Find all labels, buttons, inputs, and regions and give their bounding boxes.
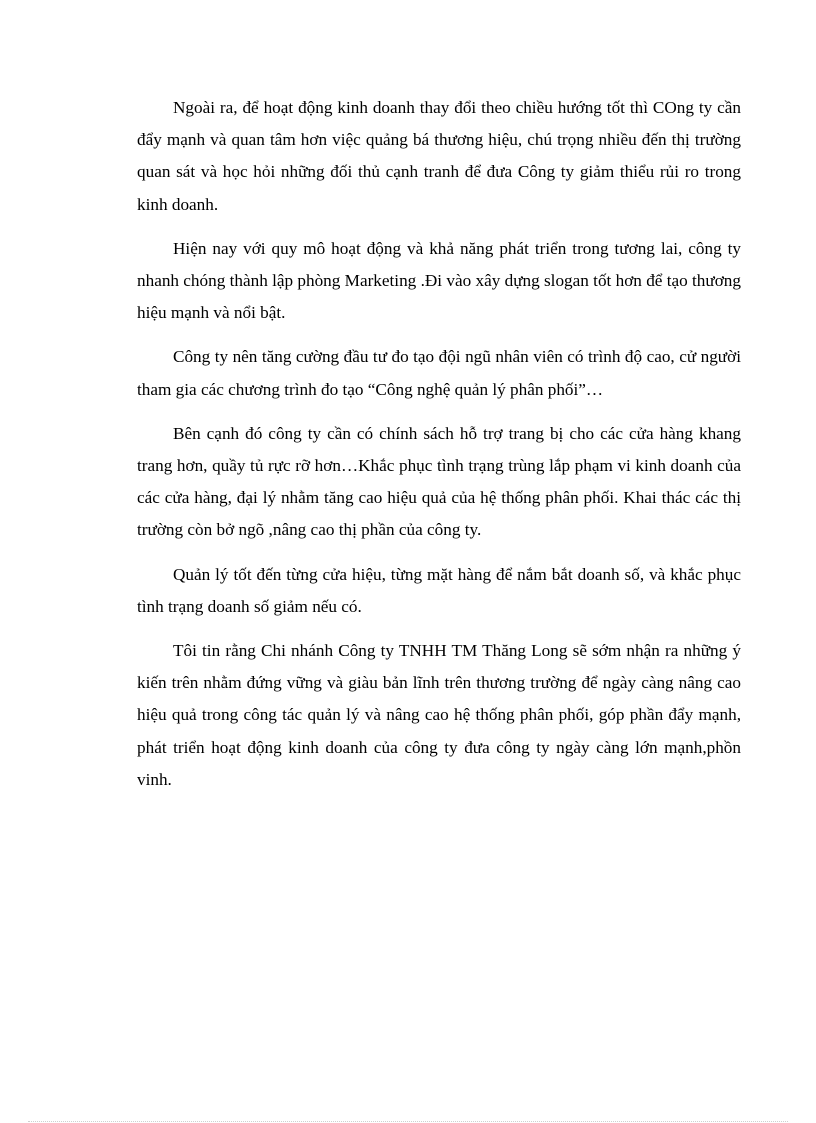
paragraph-conclusion: Tôi tin rằng Chi nhánh Công ty TNHH TM Thăng Long sẽ sớm nhận ra những ý kiến trên nhằm đứng vững và giàu bản lĩnh trên thương trường để ngày càng nâng cao hiệu quả trong công tác quản lý và nâng cao hệ thống phân phối, góp phần đẩy mạnh, phát triển hoạt động kinh doanh của công ty đưa công ty ngày càng lớn mạnh,phồn vinh. xyxy=(137,641,741,789)
paragraph-marketing-department: Hiện nay với quy mô hoạt động và khả năng phát triển trong tương lai, công ty nhanh chóng thành lập phòng Marketing .Đi vào xây dựng slogan tốt hơn để tạo thương hiệu mạnh và nổi bật. xyxy=(137,238,741,323)
paragraph-store-support: Bên cạnh đó công ty cần có chính sách hỗ trợ trang bị cho các cửa hàng khang trang hơn, quầy tủ rực rỡ hơn…Khắc phục tình trạng trùng lắp phạm vi kinh doanh của các cửa hàng, đại lý nhằm tăng cao hiệu quả của hệ thống phân phối. Khai thác các thị trường còn bở ngõ ,nâng cao thị phần của công ty. xyxy=(137,423,741,540)
paragraph-sales-management: Quản lý tốt đến từng cửa hiệu, từng mặt hàng để nắm bắt doanh số, và khắc phục tình trạng doanh số giảm nếu có. xyxy=(137,564,741,616)
page-bottom-divider xyxy=(28,1121,788,1122)
paragraph-staff-training: Công ty nên tăng cường đầu tư đo tạo đội ngũ nhân viên có trình độ cao, cử người tham gia các chương trình đo tạo “Công nghệ quản lý phân phối”… xyxy=(137,347,741,399)
document-body xyxy=(137,92,741,796)
paragraph-branding: Ngoài ra, để hoạt động kinh doanh thay đổi theo chiều hướng tốt thì COng ty cần đẩy mạnh và quan tâm hơn việc quảng bá thương hiệu, chú trọng nhiều đến thị trường quan sát và học hỏi những đối thủ cạnh tranh để đưa Công ty giảm thiểu rủi ro trong kinh doanh. xyxy=(137,98,741,214)
